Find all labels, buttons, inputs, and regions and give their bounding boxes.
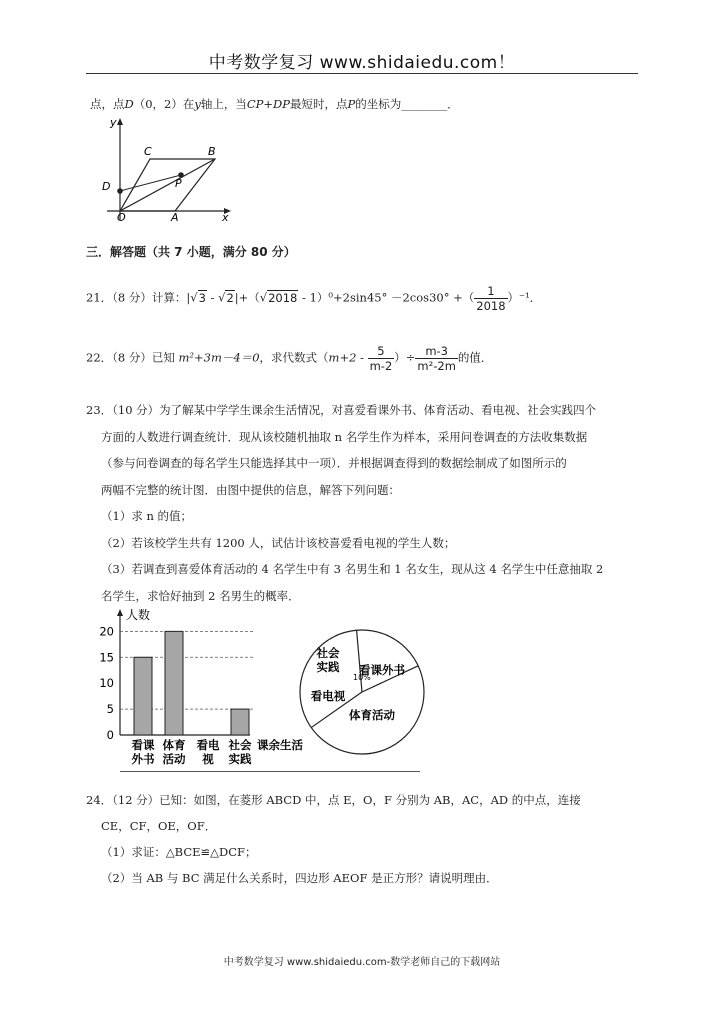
y-tick-label: 0 xyxy=(106,728,114,742)
q22-fraction-2: $\frac{m-3}{\text{m²-2m}}$ xyxy=(417,344,456,373)
x-tick-label: 看课 xyxy=(131,738,155,752)
label-P: P xyxy=(175,177,182,190)
x-tick-label: 活动 xyxy=(162,752,186,766)
header-rule xyxy=(86,73,638,74)
q24-line: CE，CF，OE，OF． xyxy=(101,819,217,833)
q23-line: （1）求 n 的值； xyxy=(101,509,193,523)
x-tick-label: 外书 xyxy=(131,752,155,766)
y-tick-label: 20 xyxy=(99,624,114,639)
q21-fraction: $\frac{1}{2018}$ xyxy=(476,284,506,313)
x-axis-label: 课余生活 xyxy=(257,738,303,752)
parallelogram-figure xyxy=(95,115,245,225)
q23-line: （2）若该校学生共有 1200 人，试估计该校喜爱看电视的学生人数； xyxy=(101,535,456,550)
label-C: C xyxy=(144,145,152,158)
page-footer: 中考数学复习 www.shidaiedu.com-数学老师自己的下载网站 xyxy=(223,957,501,968)
bar xyxy=(165,631,183,735)
pie-slice-label: 实践 xyxy=(316,660,340,674)
label-x: x xyxy=(222,211,229,224)
q24 xyxy=(86,787,581,891)
bar xyxy=(231,709,249,735)
y-axis-arrow xyxy=(117,609,123,616)
bar xyxy=(134,657,152,735)
page-header: 中考数学复习 www.shidaiedu.com！ xyxy=(208,53,516,73)
x-tick-label: 实践 xyxy=(228,752,252,766)
section-title: 三．解答题（共 7 小题，满分 80 分） xyxy=(86,245,296,259)
y-tick-label: 15 xyxy=(99,650,114,665)
point-D xyxy=(117,188,123,194)
q23-line: 23．（10 分）为了解某中学学生课余生活情况，对喜爱看课外书、体育活动、看电视、社会实践四个 xyxy=(86,403,597,417)
label-O: O xyxy=(117,211,126,224)
pie-slice-label: 体育活动 xyxy=(349,708,395,722)
diagonal-OB xyxy=(120,159,215,211)
chart-divider xyxy=(120,771,420,772)
y-axis-label: 人数 xyxy=(126,608,151,622)
pie-slice-label: 看电视 xyxy=(310,689,346,703)
bar-chart xyxy=(95,605,325,775)
q24-line: （2）当 AB 与 BC 满足什么关系时，四边形 AEOF 是正方形？请说明理由． xyxy=(101,871,498,885)
x-tick-label: 社会 xyxy=(228,738,252,752)
label-D: D xyxy=(102,180,111,193)
q23-line: 方面的人数进行调查统计．现从该校随机抽取 n 名学生作为样本，采用问卷调查的方法收集数据 xyxy=(101,429,588,444)
q23 xyxy=(86,397,603,609)
q20-text: 点，点D（0，2）在y轴上，当CP+DP最短时，点P的坐标为________． xyxy=(90,97,459,111)
pie-slice-boundary xyxy=(357,630,362,692)
y-axis-arrow xyxy=(117,118,123,125)
label-B: B xyxy=(208,145,216,158)
q23-line: （3）若调查到喜爱体育活动的 4 名学生中有 3 名男生和 1 名女生，现从这 4 名学生中任意抽取 2 xyxy=(101,562,604,576)
q23-line: （参与问卷调查的每名学生只能选择其中一项）．并根据调查得到的数据绘制成了如图所示的 xyxy=(101,456,567,470)
pie-slice-label: 社会 xyxy=(316,646,340,660)
x-tick-label: 体育 xyxy=(162,738,186,752)
pie-slice-label: 看课外书 xyxy=(359,663,405,677)
label-A: A xyxy=(171,211,179,224)
pie-chart xyxy=(295,625,430,760)
y-tick-label: 10 xyxy=(99,676,114,691)
q24-line: 24．（12 分）已知：如图，在菱形 ABCD 中，点 E，O，F 分别为 AB，AC，AD 的中点，连接 xyxy=(86,793,581,807)
x-tick-label: 视 xyxy=(202,752,214,766)
q23-line: 两幅不完整的统计图．由图中提供的信息，解答下列问题： xyxy=(101,482,400,497)
pie-annotation: 10% xyxy=(353,673,371,682)
q22: 22．（8 分）已知 m²+3m－4＝0，求代数式（m+2 - $\frac{5}{m-2}$ ）÷ $\frac{m-3}{\text{m²-2m}}$ 的值． xyxy=(86,344,493,373)
label-y: y xyxy=(110,116,117,129)
q24-line: （1）求证：△BCE≌△DCF； xyxy=(101,845,257,859)
q21: 21．（8 分）计算：|√3 - √2|+（√2018 - 1）⁰+2sin45° －2cos30° +（ $\frac{1}{2018}$ ）⁻¹． xyxy=(86,284,542,313)
q23-line: 名学生，求恰好抽到 2 名男生的概率． xyxy=(101,588,300,603)
y-tick-label: 5 xyxy=(106,702,114,717)
q22-fraction-1: $\frac{5}{m-2}$ xyxy=(369,344,393,373)
x-tick-label: 看电 xyxy=(196,738,220,752)
